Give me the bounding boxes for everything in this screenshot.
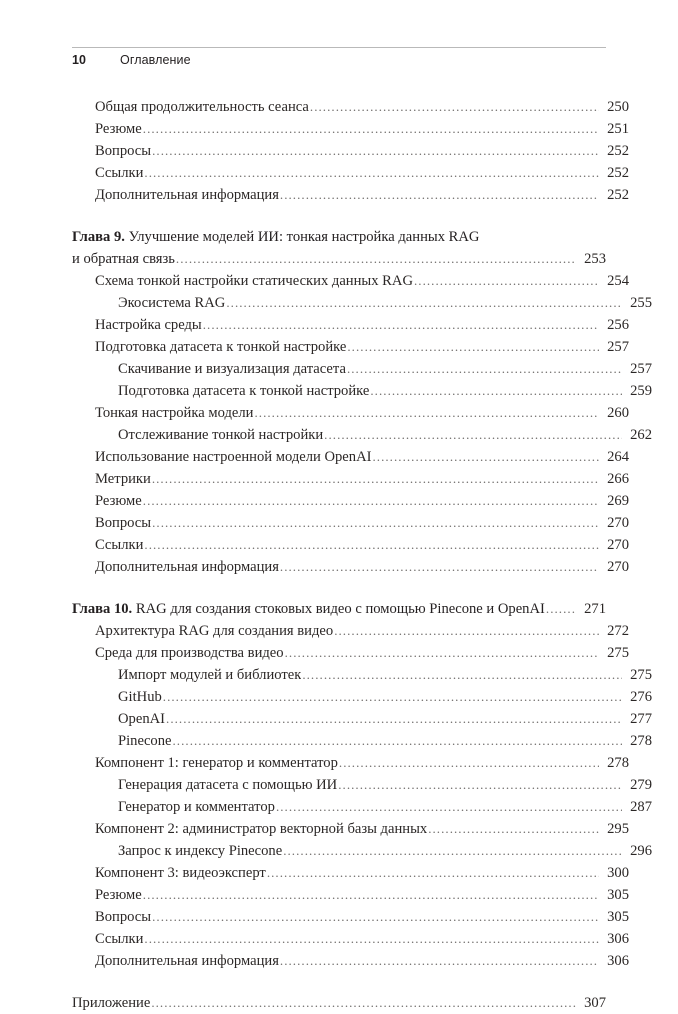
toc-entry-title	[72, 598, 545, 620]
toc-entry-page: 254	[607, 273, 629, 289]
toc-entry-title: Подготовка датасета к тонкой настройке	[95, 339, 347, 355]
header-rule	[72, 47, 606, 48]
toc-entry[interactable]	[118, 664, 652, 686]
toc-entry-page: 252	[607, 165, 629, 181]
toc-entry[interactable]	[95, 140, 629, 162]
toc-entry-page: 278	[630, 733, 652, 749]
dot-leader	[370, 380, 622, 395]
page-folio: 10	[72, 53, 86, 67]
toc-entry-page: 275	[630, 667, 652, 683]
toc-entry[interactable]	[95, 314, 629, 336]
dot-leader	[173, 730, 623, 745]
toc-entry-title: Резюме	[95, 887, 142, 903]
dot-leader	[546, 598, 576, 613]
toc-entry-page: 262	[630, 427, 652, 443]
toc-entry-title: Ссылки	[95, 165, 144, 181]
toc-entry[interactable]	[72, 992, 606, 1014]
chapter-label: Глава 9.	[72, 229, 125, 245]
toc-entry-page: 272	[607, 623, 629, 639]
toc-entry-page: 257	[607, 339, 629, 355]
dot-leader	[144, 162, 599, 177]
toc-entry[interactable]	[95, 862, 629, 884]
toc-entry-title: Метрики	[95, 471, 151, 487]
toc-entry-title: Компонент 2: администратор векторной базы данных	[95, 821, 428, 837]
toc-entry-title: Настройка среды	[95, 317, 202, 333]
dot-leader	[176, 248, 576, 263]
toc-entry-page: 306	[607, 953, 629, 969]
toc-entry-page: 257	[630, 361, 652, 377]
toc-entry-title: Вопросы	[95, 143, 152, 159]
dot-leader	[334, 620, 599, 635]
toc-entry-page: 269	[607, 493, 629, 509]
toc-entry-page: 296	[630, 843, 652, 859]
page-title: Оглавление	[120, 53, 191, 67]
toc-entry[interactable]	[95, 512, 629, 534]
dot-leader	[166, 708, 622, 723]
toc-entry-page: 277	[630, 711, 652, 727]
toc-entry-page: 253	[584, 251, 606, 267]
dot-leader	[302, 664, 622, 679]
toc-entry-title: Вопросы	[95, 515, 152, 531]
toc-entry-page: 251	[607, 121, 629, 137]
dot-leader	[324, 424, 622, 439]
toc-entry-title: Генерация датасета с помощью ИИ	[118, 777, 338, 793]
toc-entry-title: Отслеживание тонкой настройки	[118, 427, 324, 443]
toc-entry-title: Запрос к индексу Pinecone	[118, 843, 283, 859]
dot-leader	[226, 292, 622, 307]
running-header	[72, 53, 606, 71]
toc-entry-title: Общая продолжительность сеанса	[95, 99, 309, 115]
toc-entry[interactable]	[95, 162, 629, 184]
toc-entry[interactable]	[95, 556, 629, 578]
dot-leader	[280, 950, 599, 965]
dot-leader	[283, 840, 622, 855]
toc-entry-title: Дополнительная информация	[95, 187, 279, 203]
toc-entry[interactable]	[118, 730, 652, 752]
dot-leader	[276, 796, 622, 811]
toc-entry[interactable]	[118, 424, 652, 446]
toc-entry-title: Среда для производства видео	[95, 645, 284, 661]
chapter-label: Глава 10.	[72, 601, 133, 617]
toc-entry-page: 259	[630, 383, 652, 399]
toc-entry-page: 305	[607, 909, 629, 925]
dot-leader	[267, 862, 599, 877]
toc-entry-page: 306	[607, 931, 629, 947]
toc-entry-page: 279	[630, 777, 652, 793]
toc-entry[interactable]	[95, 884, 629, 906]
toc-list	[72, 96, 652, 1014]
toc-entry[interactable]	[95, 620, 629, 642]
toc-entry[interactable]	[95, 118, 629, 140]
toc-entry-title: Компонент 1: генератор и комментатор	[95, 755, 338, 771]
dot-leader	[151, 992, 576, 1007]
toc-entry-title: и обратная связь	[72, 251, 175, 267]
dot-leader	[143, 118, 599, 133]
dot-leader	[152, 906, 599, 921]
toc-entry[interactable]	[95, 752, 629, 774]
toc-entry-page: 256	[607, 317, 629, 333]
toc-entry[interactable]	[95, 184, 629, 206]
toc-entry[interactable]	[118, 796, 652, 818]
toc-entry-page: 271	[584, 601, 606, 617]
chapter-heading-line1	[72, 226, 606, 248]
toc-entry-page: 250	[607, 99, 629, 115]
toc-entry-title: Генератор и комментатор	[118, 799, 275, 815]
dot-leader	[338, 774, 622, 789]
toc-entry-title: Приложение	[72, 995, 151, 1011]
toc-entry[interactable]	[95, 468, 629, 490]
toc-entry[interactable]	[95, 928, 629, 950]
toc-entry[interactable]	[95, 96, 629, 118]
toc-chapter-entry[interactable]	[72, 598, 606, 620]
toc-entry[interactable]	[118, 358, 652, 380]
dot-leader	[310, 96, 599, 111]
toc-entry-title: Дополнительная информация	[95, 953, 279, 969]
toc-entry[interactable]	[95, 950, 629, 972]
toc-entry[interactable]	[118, 292, 652, 314]
toc-entry[interactable]	[95, 336, 629, 358]
toc-entry-page: 260	[607, 405, 629, 421]
toc-entry[interactable]	[118, 840, 652, 862]
toc-entry-page: 287	[630, 799, 652, 815]
chapter-heading-text: Улучшение моделей ИИ: тонкая настройка данных RAG	[128, 229, 480, 245]
toc-entry-page: 270	[607, 559, 629, 575]
toc-entry-page: 264	[607, 449, 629, 465]
toc-entry[interactable]	[95, 534, 629, 556]
dot-leader	[144, 534, 599, 549]
toc-chapter-entry[interactable]	[72, 248, 606, 270]
dot-leader	[285, 642, 599, 657]
toc-entry[interactable]	[95, 270, 629, 292]
dot-leader	[339, 752, 599, 767]
toc-entry-title: OpenAI	[118, 711, 166, 727]
dot-leader	[152, 512, 599, 527]
toc-entry-text: RAG для создания стоковых видео с помощью Pinecone и OpenAI	[135, 601, 545, 617]
toc-entry[interactable]	[118, 774, 652, 796]
toc-entry[interactable]	[95, 642, 629, 664]
toc-entry-page: 295	[607, 821, 629, 837]
toc-entry-title: Компонент 3: видеоэксперт	[95, 865, 266, 881]
toc-entry[interactable]	[95, 402, 629, 424]
toc-entry-title: Ссылки	[95, 931, 144, 947]
dot-leader	[372, 446, 599, 461]
dot-leader	[152, 468, 599, 483]
toc-entry-title: Тонкая настройка модели	[95, 405, 254, 421]
dot-leader	[144, 928, 599, 943]
toc-entry[interactable]	[118, 380, 652, 402]
toc-entry-page: 266	[607, 471, 629, 487]
dot-leader	[203, 314, 599, 329]
dot-leader	[152, 140, 599, 155]
dot-leader	[414, 270, 599, 285]
toc-entry[interactable]	[118, 686, 652, 708]
toc-entry-title: Использование настроенной модели OpenAI	[95, 449, 372, 465]
toc-entry[interactable]	[95, 490, 629, 512]
toc-entry-page: 252	[607, 187, 629, 203]
toc-entry[interactable]	[95, 446, 629, 468]
dot-leader	[347, 336, 599, 351]
toc-entry-title: Подготовка датасета к тонкой настройке	[118, 383, 370, 399]
toc-entry-title: Вопросы	[95, 909, 152, 925]
toc-entry-page: 270	[607, 537, 629, 553]
toc-entry-title: Дополнительная информация	[95, 559, 279, 575]
toc-entry-page: 300	[607, 865, 629, 881]
toc-entry-title: Скачивание и визуализация датасета	[118, 361, 346, 377]
toc-entry-title: GitHub	[118, 689, 162, 705]
toc-entry-title: Импорт модулей и библиотек	[118, 667, 302, 683]
dot-leader	[143, 490, 599, 505]
toc-entry-title: Ссылки	[95, 537, 144, 553]
toc-entry-page: 252	[607, 143, 629, 159]
toc-entry-page: 255	[630, 295, 652, 311]
toc-entry-title: Экосистема RAG	[118, 295, 226, 311]
toc-entry-title: Схема тонкой настройки статических данных RAG	[95, 273, 413, 289]
toc-entry-page: 305	[607, 887, 629, 903]
toc-entry-page: 270	[607, 515, 629, 531]
toc-entry-page: 307	[584, 995, 606, 1011]
toc-entry-title: Pinecone	[118, 733, 172, 749]
dot-leader	[347, 358, 622, 373]
dot-leader	[428, 818, 599, 833]
toc-entry-title: Резюме	[95, 493, 142, 509]
toc-entry-page: 275	[607, 645, 629, 661]
toc-entry[interactable]	[95, 818, 629, 840]
toc-entry-title: Резюме	[95, 121, 142, 137]
dot-leader	[280, 556, 599, 571]
toc-entry[interactable]	[118, 708, 652, 730]
toc-entry-title: Архитектура RAG для создания видео	[95, 623, 334, 639]
dot-leader	[163, 686, 622, 701]
dot-leader	[143, 884, 599, 899]
dot-leader	[254, 402, 599, 417]
dot-leader	[280, 184, 599, 199]
toc-entry-page: 276	[630, 689, 652, 705]
toc-entry[interactable]	[95, 906, 629, 928]
toc-entry-page: 278	[607, 755, 629, 771]
